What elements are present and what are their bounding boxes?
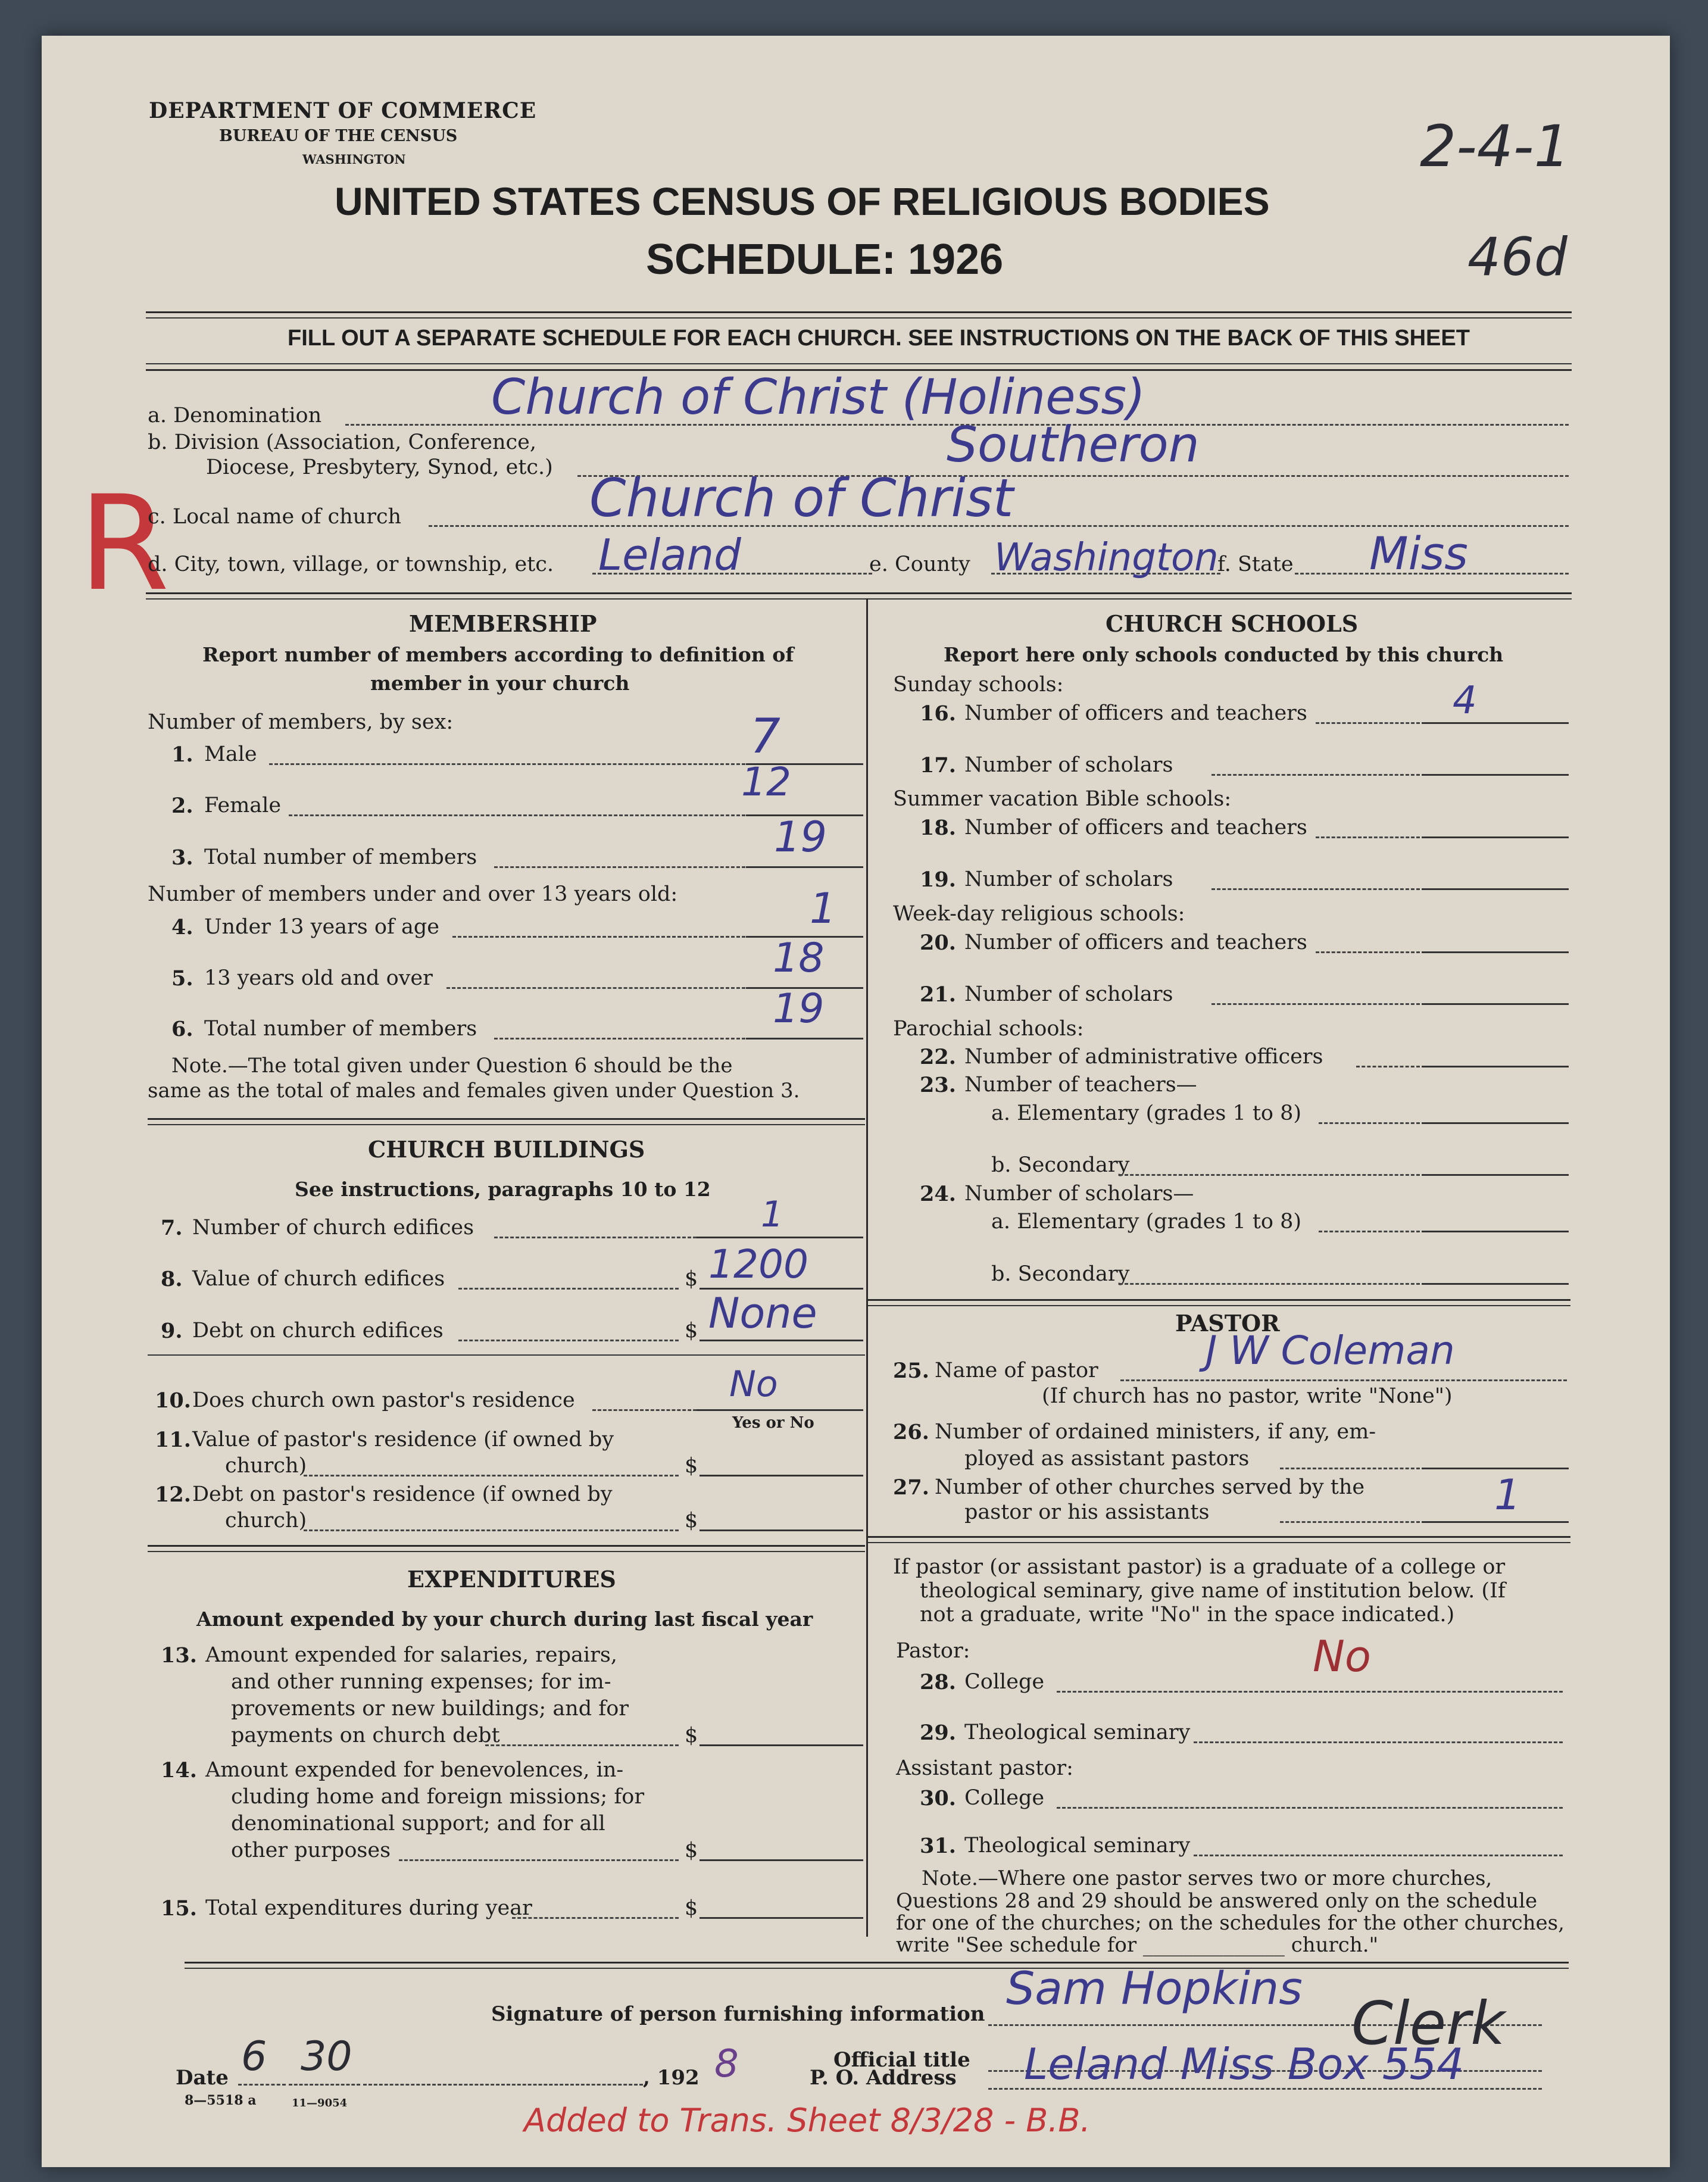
parochial-schools-label: Parochial schools:: [893, 1017, 1084, 1041]
signature-field[interactable]: Sam Hopkins: [1006, 1962, 1303, 2015]
q6-label: Total number of members: [204, 1017, 477, 1041]
q20-label: Number of officers and teachers: [964, 931, 1307, 954]
membership-heading: MEMBERSHIP: [409, 610, 597, 637]
division-label-2: Diocese, Presbytery, Synod, etc.): [206, 455, 553, 479]
fill-out-instruction: FILL OUT A SEPARATE SCHEDULE FOR EACH CHURCH. SEE INSTRUCTIONS ON THE BACK OF THIS SHEET: [288, 326, 1470, 351]
q16-officers-field[interactable]: 4: [1453, 679, 1477, 723]
q7-number: 7.: [161, 1216, 183, 1240]
q14-line-3: denominational support; and for all: [231, 1812, 605, 1835]
city-label: d. City, town, village, or township, etc.: [148, 552, 554, 576]
q8-number: 8.: [161, 1267, 183, 1291]
q9-number: 9.: [161, 1319, 183, 1343]
denomination-field[interactable]: Church of Christ (Holiness): [491, 369, 1146, 426]
q12-label-1: Debt on pastor's residence (if owned by: [192, 1482, 613, 1506]
date-day-field[interactable]: 30: [301, 2033, 352, 2080]
q25-pastor-name-field[interactable]: J W Coleman: [1206, 1328, 1455, 1373]
q24a-label: a. Elementary (grades 1 to 8): [991, 1210, 1302, 1234]
q11-dollar: $: [685, 1454, 698, 1478]
membership-intro-1: Report number of members according to definition of: [202, 643, 794, 666]
q15-label: Total expenditures during year: [205, 1896, 532, 1920]
expenditures-sub: Amount expended by your church during last fiscal year: [196, 1607, 813, 1631]
q26-line-1: Number of ordained ministers, if any, em-: [935, 1420, 1376, 1444]
file-subnumber-mark: 46d: [1467, 226, 1568, 288]
q10-number: 10.: [155, 1388, 191, 1413]
q19-number: 19.: [920, 867, 956, 892]
form-title: UNITED STATES CENSUS OF RELIGIOUS BODIES: [335, 179, 1270, 223]
membership-intro-2: member in your church: [370, 672, 630, 695]
q9-debt-field[interactable]: None: [708, 1289, 817, 1338]
bureau-city: WASHINGTON: [302, 152, 406, 167]
q22-number: 22.: [920, 1045, 956, 1069]
q27-line-2: pastor or his assistants: [964, 1500, 1210, 1524]
q15-number: 15.: [161, 1896, 197, 1921]
q4-label: Under 13 years of age: [204, 915, 439, 939]
pastor-note-2: Questions 28 and 29 should be answered only on the schedule: [896, 1889, 1538, 1913]
transcription-note: Added to Trans. Sheet 8/3/28 - B.B.: [524, 2102, 1091, 2139]
q26-line-2: ployed as assistant pastors: [964, 1447, 1250, 1471]
q28-college-field[interactable]: No: [1313, 1631, 1371, 1681]
q3-label: Total number of members: [204, 845, 477, 869]
q6-number: 6.: [171, 1017, 193, 1041]
local-name-label: c. Local name of church: [148, 505, 402, 529]
file-number-mark: 2-4-1: [1420, 113, 1570, 180]
q30-number: 30.: [920, 1786, 956, 1810]
q21-label: Number of scholars: [964, 982, 1173, 1006]
q8-label: Value of church edifices: [192, 1267, 445, 1291]
date-month-field[interactable]: 6: [241, 2033, 267, 2080]
denomination-label: a. Denomination: [148, 404, 322, 427]
city-field[interactable]: Leland: [598, 530, 741, 580]
division-field[interactable]: Southeron: [947, 417, 1200, 473]
membership-note-2: same as the total of males and females given under Question 3.: [148, 1079, 800, 1103]
year-prefix: , 192: [643, 2066, 700, 2090]
graduate-instruction-1: If pastor (or assistant pastor) is a graduate of a college or: [893, 1555, 1506, 1579]
q8-value-field[interactable]: 1200: [708, 1241, 808, 1287]
q2-female-field[interactable]: 12: [741, 759, 791, 805]
q23-number: 23.: [920, 1073, 956, 1097]
q31-number: 31.: [920, 1834, 956, 1858]
q10-label: Does church own pastor's residence: [192, 1388, 575, 1412]
q10-hint: Yes or No: [732, 1414, 814, 1432]
q29-number: 29.: [920, 1721, 956, 1745]
schools-heading: CHURCH SCHOOLS: [1106, 610, 1359, 637]
q13-line-1: Amount expended for salaries, repairs,: [205, 1643, 617, 1667]
bureau-name: BUREAU OF THE CENSUS: [219, 127, 458, 145]
q30-label: College: [964, 1786, 1045, 1810]
q13-number: 13.: [161, 1643, 197, 1668]
schedule-title: SCHEDULE: 1926: [646, 236, 1004, 283]
q17-number: 17.: [920, 753, 956, 778]
q24b-label: b. Secondary: [991, 1262, 1130, 1286]
q18-number: 18.: [920, 816, 956, 840]
q12-label-2: church): [225, 1509, 307, 1532]
official-title-field[interactable]: Clerk: [1351, 1989, 1506, 2058]
q9-dollar: $: [685, 1319, 698, 1343]
q13-line-4: payments on church debt: [231, 1724, 500, 1747]
q27-number: 27.: [893, 1475, 929, 1500]
q27-line-1: Number of other churches served by the: [935, 1475, 1365, 1499]
po-address-field[interactable]: Leland Miss Box 554: [1024, 2039, 1465, 2089]
q27-other-churches-field[interactable]: 1: [1494, 1471, 1521, 1519]
pastor-note-3: for one of the churches; on the schedules for the other churches,: [896, 1911, 1565, 1935]
buildings-heading: CHURCH BUILDINGS: [368, 1136, 645, 1163]
q9-label: Debt on church edifices: [192, 1319, 444, 1343]
schools-sub: Report here only schools conducted by this church: [944, 643, 1504, 666]
weekday-schools-label: Week-day religious schools:: [893, 902, 1185, 926]
state-field[interactable]: Miss: [1369, 527, 1468, 580]
q21-number: 21.: [920, 982, 956, 1007]
county-field[interactable]: Washington: [994, 536, 1219, 580]
q1-label: Male: [204, 742, 257, 766]
form-number: 8—5518 a: [185, 2093, 257, 2108]
q26-number: 26.: [893, 1420, 929, 1444]
date-label: Date: [176, 2066, 229, 2090]
q31-label: Theological seminary: [964, 1834, 1191, 1858]
q23-label: Number of teachers—: [964, 1073, 1197, 1097]
po-address-label: P. O. Address: [810, 2066, 957, 2090]
q1-male-field[interactable]: 7: [750, 708, 780, 764]
members-by-sex-label: Number of members, by sex:: [148, 710, 454, 734]
official-title-label: Official title: [833, 2048, 970, 2072]
pastor-heading: PASTOR: [1175, 1310, 1280, 1337]
members-by-age-label: Number of members under and over 13 years old:: [148, 882, 678, 906]
q4-number: 4.: [171, 915, 193, 939]
q23b-label: b. Secondary: [991, 1153, 1130, 1177]
q28-number: 28.: [920, 1670, 956, 1694]
summer-schools-label: Summer vacation Bible schools:: [893, 787, 1232, 811]
q14-line-4: other purposes: [231, 1838, 391, 1862]
pastor-subhead: Pastor:: [896, 1639, 970, 1663]
q2-number: 2.: [171, 794, 193, 818]
q25-number: 25.: [893, 1359, 929, 1383]
q25-label: Name of pastor: [935, 1359, 1098, 1382]
q11-label-1: Value of pastor's residence (if owned by: [192, 1428, 614, 1451]
signature-label: Signature of person furnishing information: [491, 2002, 985, 2026]
q24-number: 24.: [920, 1182, 956, 1206]
q15-dollar: $: [685, 1896, 698, 1920]
q16-number: 16.: [920, 701, 956, 726]
dept-name: DEPARTMENT OF COMMERCE: [149, 98, 537, 123]
q28-label: College: [964, 1670, 1045, 1694]
q18-label: Number of officers and teachers: [964, 816, 1307, 839]
q11-number: 11.: [155, 1428, 191, 1452]
membership-note-1: Note.—The total given under Question 6 should be the: [171, 1054, 733, 1078]
q8-dollar: $: [685, 1267, 698, 1291]
graduate-instruction-2: theological seminary, give name of institution below. (If: [920, 1579, 1506, 1603]
q6-total-field[interactable]: 19: [773, 985, 825, 1032]
q14-line-1: Amount expended for benevolences, in-: [205, 1758, 624, 1782]
print-number: 11—9054: [292, 2097, 348, 2109]
q5-over13-field[interactable]: 18: [773, 935, 825, 982]
q13-line-2: and other running expenses; for im-: [231, 1670, 611, 1694]
q19-label: Number of scholars: [964, 867, 1173, 891]
q4-under13-field[interactable]: 1: [810, 884, 836, 933]
q14-dollar: $: [685, 1838, 698, 1862]
review-mark: R: [79, 467, 170, 620]
q11-label-2: church): [225, 1454, 307, 1478]
q2-label: Female: [204, 794, 282, 817]
q16-label: Number of officers and teachers: [964, 701, 1307, 725]
local-name-field[interactable]: Church of Christ: [589, 467, 1014, 529]
q17-label: Number of scholars: [964, 753, 1173, 777]
state-label: f. State: [1217, 552, 1294, 576]
q7-label: Number of church edifices: [192, 1216, 474, 1240]
q14-line-2: cluding home and foreign missions; for: [231, 1785, 645, 1809]
census-schedule-page: [42, 36, 1670, 2167]
q13-dollar: $: [685, 1724, 698, 1747]
sunday-schools-label: Sunday schools:: [893, 673, 1064, 697]
q3-total-field[interactable]: 19: [774, 813, 828, 861]
q24-label: Number of scholars—: [964, 1182, 1194, 1206]
division-label-1: b. Division (Association, Conference,: [148, 430, 536, 454]
q3-number: 3.: [171, 845, 193, 870]
q20-number: 20.: [920, 931, 956, 955]
q1-number: 1.: [171, 742, 193, 767]
q5-label: 13 years old and over: [204, 966, 433, 990]
q14-number: 14.: [161, 1758, 197, 1783]
buildings-sub: See instructions, paragraphs 10 to 12: [295, 1178, 711, 1201]
expenditures-heading: EXPENDITURES: [407, 1566, 616, 1593]
q7-edifices-field[interactable]: 1: [761, 1194, 784, 1235]
q13-line-3: provements or new buildings; and for: [231, 1697, 629, 1721]
pastor-note-4: write "See schedule for ______________ church.": [896, 1933, 1379, 1957]
q10-residence-field[interactable]: No: [729, 1363, 778, 1405]
pastor-note-1: Note.—Where one pastor serves two or more churches,: [922, 1866, 1492, 1890]
q5-number: 5.: [171, 966, 193, 991]
q25-hint: (If church has no pastor, write "None"): [1042, 1384, 1453, 1408]
graduate-instruction-3: not a graduate, write "No" in the space indicated.): [920, 1603, 1455, 1627]
county-label: e. County: [869, 552, 970, 576]
q12-dollar: $: [685, 1509, 698, 1532]
assistant-pastor-subhead: Assistant pastor:: [896, 1756, 1073, 1780]
q22-label: Number of administrative officers: [964, 1045, 1323, 1069]
year-digit-field[interactable]: 8: [714, 2042, 739, 2086]
q23a-label: a. Elementary (grades 1 to 8): [991, 1101, 1302, 1125]
q29-label: Theological seminary: [964, 1721, 1191, 1744]
q12-number: 12.: [155, 1482, 191, 1507]
